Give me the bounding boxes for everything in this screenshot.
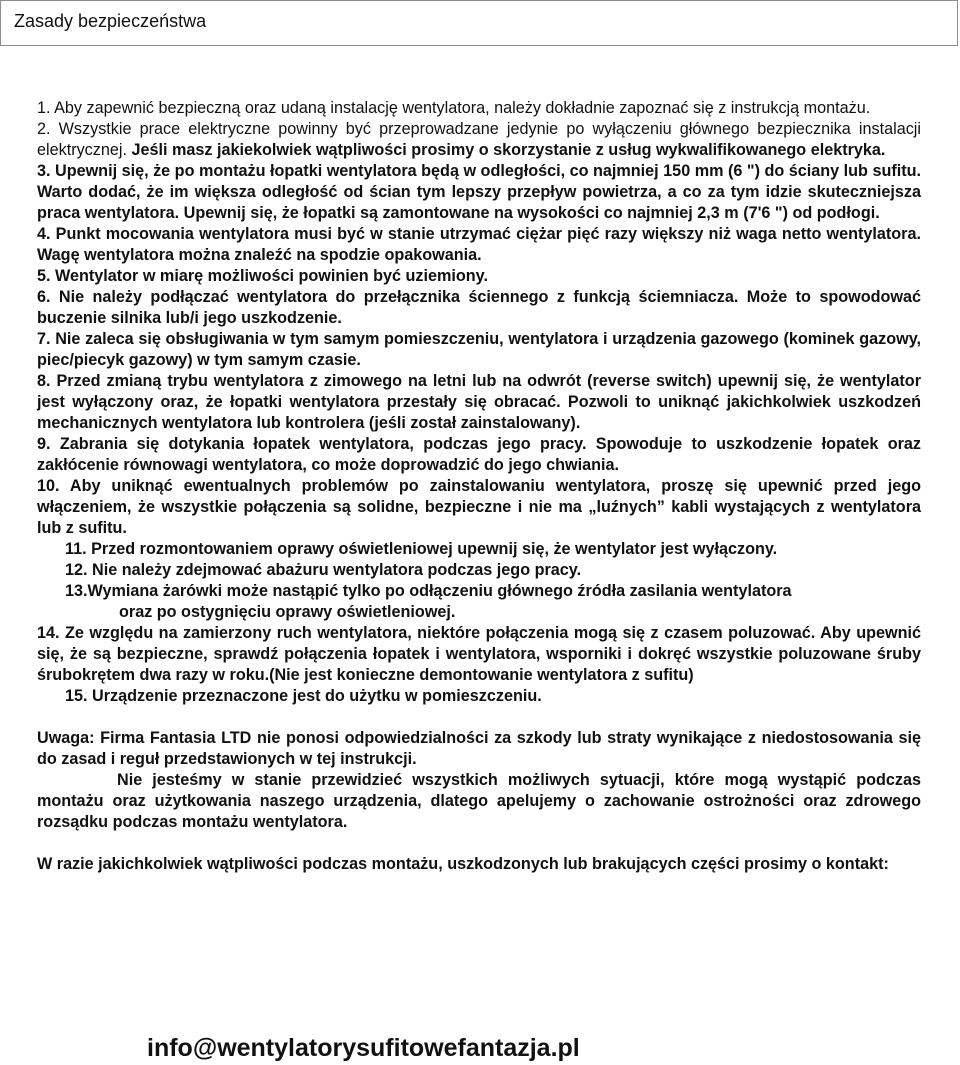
spacer [37,833,921,854]
page-title: Zasady bezpieczeństwa [14,11,207,31]
notice-unforeseen: Nie jesteśmy w stanie przewidzieć wszystkich możliwych sytuacji, które mogą wystąpić podczas montażu oraz użytkowania naszego urządzenia, dlatego apelujemy o zachowanie ostrożności oraz zdrowego rozsądku podczas montażu wentylatora. [37,771,921,831]
rule-2-part-a: 2. Wszystkie prace elektryczne powinny być przeprowadzane jedynie po wyłączeniu głównego bezpiecznika instalacji elektrycznej. [37,120,921,159]
rule-4: 4. Punkt mocowania wentylatora musi być w stanie utrzymać ciężar pięć razy większy niż waga netto wentylatora. Wagę wentylatora można znaleźć na spodzie opakowania. [37,225,921,264]
rule-14: 14. Ze względu na zamierzony ruch wentylatora, niektóre połączenia mogą się z czasem poluzować. Aby upewnić się, że są bezpieczne, sprawdź połączenia łopatek i wentylatora, wsporniki i dokręć wszystkie poluzowane śruby śrubokrętem dwa razy w roku.(Nie jest konieczne demontowanie wentylatora z sufitu) [37,624,921,684]
notice-liability: Uwaga: Firma Fantasia LTD nie ponosi odpowiedzialności za szkody lub straty wynikające z niedostosowania się do zasad i reguł przedstawionych w tej instrukcji. [37,729,921,768]
rule-2 [37,119,921,161]
spacer [37,707,921,728]
rule-2-part-b: Jeśli masz jakiekolwiek wątpliwości prosimy o skorzystanie z usług wykwalifikowanego elektryka. [131,141,886,159]
rule-7: 7. Nie zaleca się obsługiwania w tym samym pomieszczeniu, wentylatora i urządzenia gazowego (kominek gazowy, piec/piecyk gazowy) w tym samym czasie. [37,330,921,369]
rule-13-continued: oraz po ostygnięciu oprawy oświetleniowej. [119,603,456,621]
rule-15: 15. Urządzenie przeznaczone jest do użytku w pomieszczeniu. [65,687,542,705]
rule-1: 1. Aby zapewnić bezpieczną oraz udaną instalację wentylatora, należy dokładnie zapoznać się z instrukcją montażu. [37,99,871,117]
rule-3: 3. Upewnij się, że po montażu łopatki wentylatora będą w odległości, co najmniej 150 mm (6 ") do ściany lub sufitu. Warto dodać, że im większa odległość od ścian tym lepszy przepływ powietrza, a co za tym idzie skuteczniejsza praca wentylatora. Upewnij się, że łopatki są zamontowane na wysokości co najmniej 2,3 m (7'6 ") od podłogi. [37,162,921,222]
rule-12: 12. Nie należy zdejmować abażuru wentylatora podczas jego pracy. [65,561,582,579]
rule-8: 8. Przed zmianą trybu wentylatora z zimowego na letni lub na odwrót (reverse switch) upewnij się, że wentylator jest wyłączony oraz, że łopatki wentylatora przestały się obracać. Pozwoli to uniknąć jakichkolwiek uszkodzeń mechanicznych wentylatora lub kontrolera (jeśli został zainstalowany). [37,372,921,432]
rule-11: 11. Przed rozmontowaniem oprawy oświetleniowej upewnij się, że wentylator jest wyłączony. [65,540,778,558]
notice-contact: W razie jakichkolwiek wątpliwości podczas montażu, uszkodzonych lub brakujących części prosimy o kontakt: [37,855,889,873]
rule-5: 5. Wentylator w miarę możliwości powinien być uziemiony. [37,267,488,285]
rule-9: 9. Zabrania się dotykania łopatek wentylatora, podczas jego pracy. Spowoduje to uszkodzenie łopatek oraz zakłócenie równowagi wentylatora, co może doprowadzić do jego chwiania. [37,435,921,474]
contact-email-link[interactable]: info@wentylatorysufitowefantazja.pl [147,1034,580,1062]
safety-rules-text [37,98,921,875]
rule-13: 13.Wymiana żarówki może nastąpić tylko po odłączeniu głównego źródła zasilania wentylatora [65,582,792,600]
rule-6: 6. Nie należy podłączać wentylatora do przełącznika ściennego z funkcją ściemniacza. Może to spowodować buczenie silnika lub/i jego uszkodzenie. [37,288,921,327]
header-box [0,0,958,46]
rule-10: 10. Aby uniknąć ewentualnych problemów po zainstalowaniu wentylatora, proszę się upewnić przed jego włączeniem, że wszystkie połączenia są solidne, bezpieczne i nie ma „luźnych” kabli wystających z wentylatora lub z sufitu. [37,477,921,537]
